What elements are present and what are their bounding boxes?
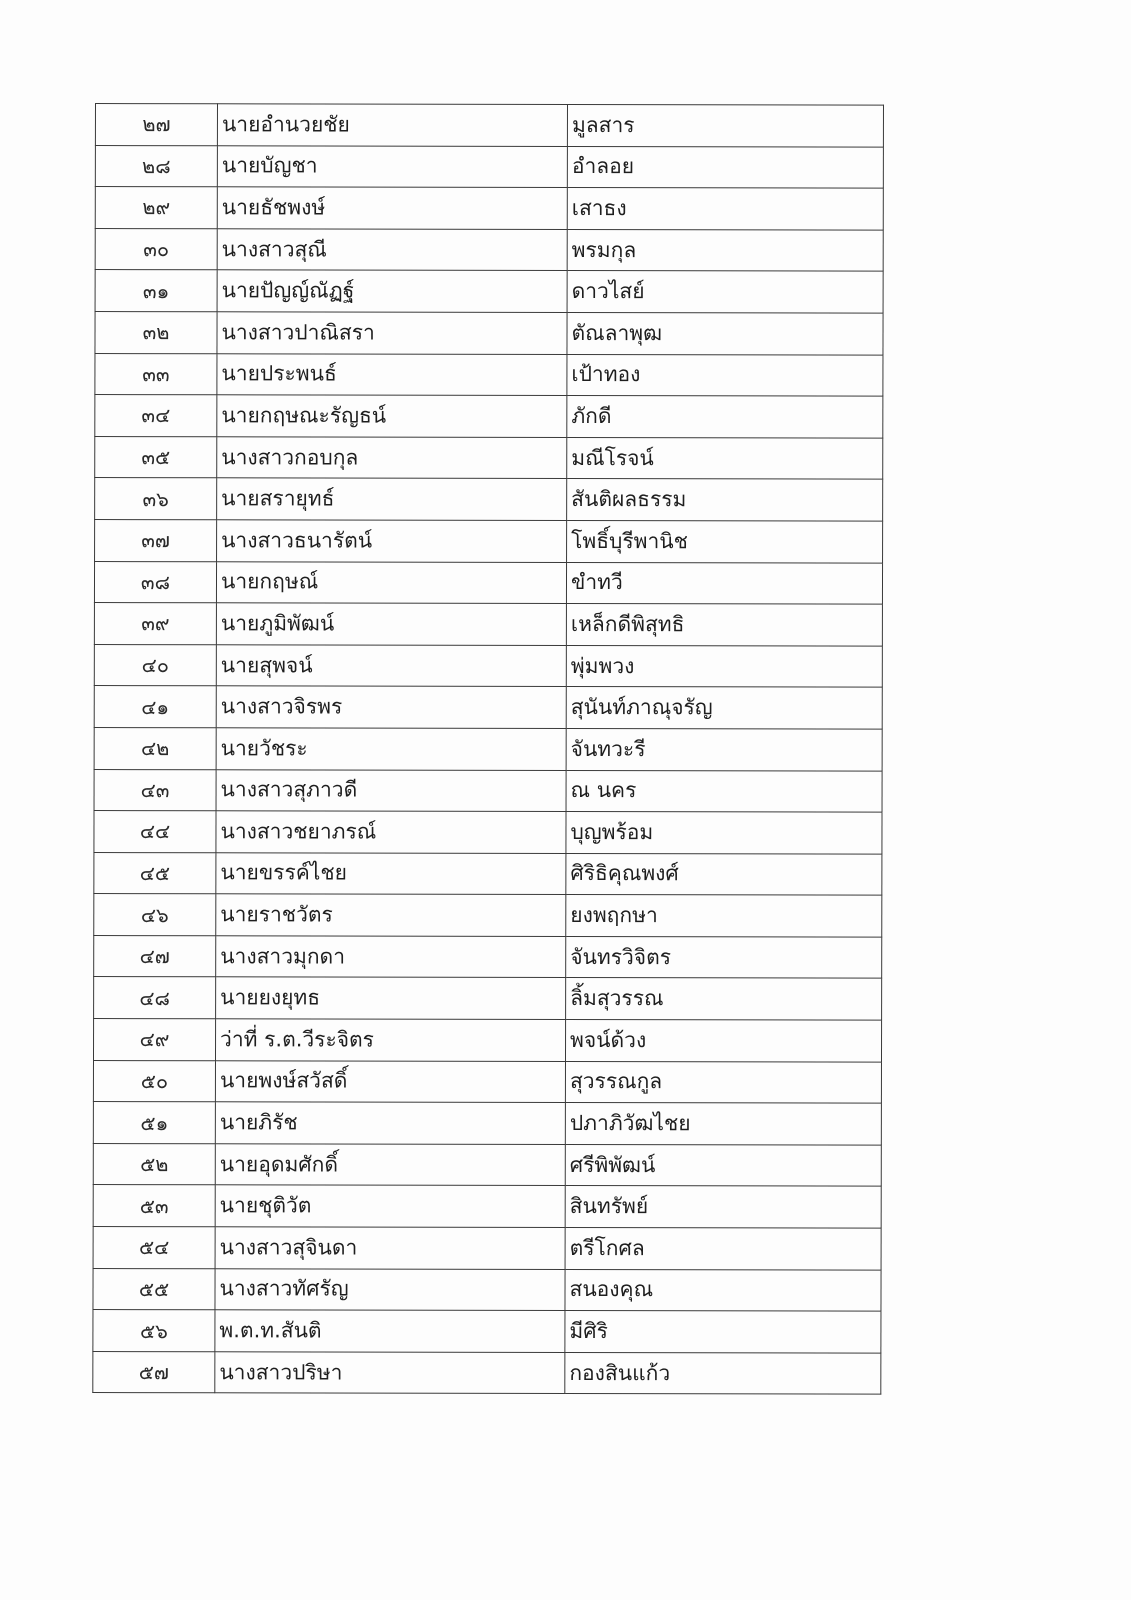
table-row: [95, 519, 883, 562]
first-name: นายสรายุทธ์: [217, 478, 567, 520]
row-number: ๔๒: [94, 727, 216, 769]
last-name: ตัณลาพุฒ: [567, 312, 883, 354]
first-name: นางสาวธนารัตน์: [217, 520, 567, 562]
first-name: นายอำนวยชัย: [217, 104, 567, 146]
table-row: [93, 1143, 881, 1186]
row-number: ๕๗: [93, 1351, 215, 1393]
row-number: ๓๕: [95, 436, 217, 478]
first-name: นางสาวชยาภรณ์: [216, 811, 566, 853]
table-row: [95, 353, 883, 396]
last-name: เหล็กดีพิสุทธิ: [566, 604, 882, 646]
row-number: ๕๔: [93, 1227, 215, 1269]
table-row: [93, 1019, 881, 1062]
last-name: บุญพร้อม: [566, 812, 882, 854]
row-number: ๕๓: [93, 1185, 215, 1227]
first-name: นางสาวจิรพร: [216, 686, 566, 728]
table-row: [93, 1351, 881, 1394]
table-row: [94, 686, 882, 729]
table-row: [94, 935, 882, 978]
row-number: ๒๗: [95, 104, 217, 146]
first-name: นางสาวปริษา: [215, 1352, 565, 1394]
last-name: สุนันท์ภาณุจรัญ: [566, 687, 882, 729]
first-name: นายปัญญ์ณัฏฐ์: [217, 270, 567, 312]
row-number: ๒๙: [95, 187, 217, 229]
row-number: ๔๖: [94, 894, 216, 936]
last-name: ยงพฤกษา: [566, 895, 882, 937]
last-name: ดาวไสย์: [567, 271, 883, 313]
row-number: ๕๕: [93, 1268, 215, 1310]
first-name: นายภูมิพัฒน์: [216, 603, 566, 645]
last-name: โพธิ์บุรีพานิช: [567, 520, 883, 562]
last-name: ตรีโกศล: [565, 1228, 881, 1270]
last-name: มณีโรจน์: [567, 437, 883, 479]
row-number: ๕๒: [93, 1143, 215, 1185]
first-name: นางสาวสุณี: [217, 229, 567, 271]
row-number: ๓๖: [95, 478, 217, 520]
last-name: ภักดี: [567, 396, 883, 438]
first-name: นางสาวกอบกุล: [217, 437, 567, 479]
table-row: [93, 1268, 881, 1311]
row-number: ๕๑: [93, 1102, 215, 1144]
row-number: ๓๒: [95, 311, 217, 353]
first-name: นายวัชระ: [216, 728, 566, 770]
table-row: [93, 1227, 881, 1270]
table-row: [94, 894, 882, 937]
last-name: สันติผลธรรม: [567, 479, 883, 521]
first-name: นางสาวสุภาวดี: [216, 769, 566, 811]
table-row: [95, 104, 883, 147]
table-row: [95, 395, 883, 438]
names-table: [92, 103, 884, 1395]
last-name: จันทรวิจิตร: [566, 936, 882, 978]
row-number: ๔๗: [94, 935, 216, 977]
row-number: ๔๓: [94, 769, 216, 811]
row-number: ๔๔: [94, 811, 216, 853]
first-name: นางสาวสุจินดา: [215, 1227, 565, 1269]
last-name: มูลสาร: [567, 104, 883, 146]
table-row: [93, 1185, 881, 1228]
first-name: นายขรรค์ไชย: [216, 852, 566, 894]
last-name: ปภาภิวัฒไชย: [565, 1103, 881, 1145]
row-number: ๓๗: [95, 519, 217, 561]
row-number: ๓๙: [94, 603, 216, 645]
last-name: กองสินแก้ว: [565, 1352, 881, 1394]
table-row: [94, 644, 882, 687]
last-name: จันทวะรี: [566, 728, 882, 770]
table-row: [94, 852, 882, 895]
row-number: ๓๑: [95, 270, 217, 312]
table-row: [94, 769, 882, 812]
row-number: ๔๙: [93, 1019, 215, 1061]
last-name: สินทรัพย์: [565, 1186, 881, 1228]
last-name: ศิริธิคุณพงศ์: [566, 853, 882, 895]
table-row: [95, 187, 883, 230]
first-name: พ.ต.ท.สันติ: [215, 1310, 565, 1352]
last-name: สุวรรณกูล: [565, 1061, 881, 1103]
row-number: ๔๕: [94, 852, 216, 894]
row-number: ๔๑: [94, 686, 216, 728]
row-number: ๒๘: [95, 145, 217, 187]
last-name: พจน์ด้วง: [565, 1020, 881, 1062]
table-row: [93, 1310, 881, 1353]
table-row: [95, 311, 883, 354]
last-name: สนองคุณ: [565, 1269, 881, 1311]
table-row: [93, 1060, 881, 1103]
last-name: อำลอย: [567, 146, 883, 188]
table-row: [94, 977, 882, 1020]
first-name: นายธัชพงษ์: [217, 187, 567, 229]
first-name: นางสาวมุกดา: [216, 936, 566, 978]
last-name: ณ นคร: [566, 770, 882, 812]
first-name: นายชุติวัต: [215, 1185, 565, 1227]
last-name: ขำทวี: [566, 562, 882, 604]
last-name: ศรีพิพัฒน์: [565, 1144, 881, 1186]
table-row: [95, 436, 883, 479]
table-row: [95, 228, 883, 271]
table-row: [94, 727, 882, 770]
names-table-body: [93, 104, 884, 1395]
table-row: [93, 1102, 881, 1145]
row-number: ๕๖: [93, 1310, 215, 1352]
first-name: นายสุพจน์: [216, 644, 566, 686]
row-number: ๓๔: [95, 395, 217, 437]
table-row: [95, 478, 883, 521]
first-name: นายอุดมศักดิ์: [215, 1144, 565, 1186]
first-name: ว่าที่ ร.ต.วีระจิตร: [215, 1019, 565, 1061]
first-name: นายกฤษณะรัญธน์: [217, 395, 567, 437]
first-name: นางสาวทัศรัญ: [215, 1268, 565, 1310]
first-name: นายกฤษณ์: [216, 561, 566, 603]
row-number: ๕๐: [93, 1060, 215, 1102]
first-name: นายบัญชา: [217, 145, 567, 187]
row-number: ๔๘: [94, 977, 216, 1019]
last-name: มีศิริ: [565, 1311, 881, 1353]
row-number: ๓๓: [95, 353, 217, 395]
first-name: นางสาวปาณิสรา: [217, 312, 567, 354]
last-name: พรมกุล: [567, 229, 883, 271]
first-name: นายประพนธ์: [217, 353, 567, 395]
table-row: [94, 603, 882, 646]
last-name: ลิ้มสุวรรณ: [566, 978, 882, 1020]
first-name: นายภิรัช: [215, 1102, 565, 1144]
first-name: นายยงยุทธ: [216, 977, 566, 1019]
table-row: [94, 811, 882, 854]
last-name: เป้าทอง: [567, 354, 883, 396]
last-name: เสาธง: [567, 188, 883, 230]
table-row: [94, 561, 882, 604]
first-name: นายพงษ์สวัสดิ์: [215, 1060, 565, 1102]
row-number: ๓๐: [95, 228, 217, 270]
row-number: ๓๘: [94, 561, 216, 603]
table-row: [95, 270, 883, 313]
last-name: พุ่มพวง: [566, 645, 882, 687]
table-row: [95, 145, 883, 188]
first-name: นายราชวัตร: [216, 894, 566, 936]
row-number: ๔๐: [94, 644, 216, 686]
